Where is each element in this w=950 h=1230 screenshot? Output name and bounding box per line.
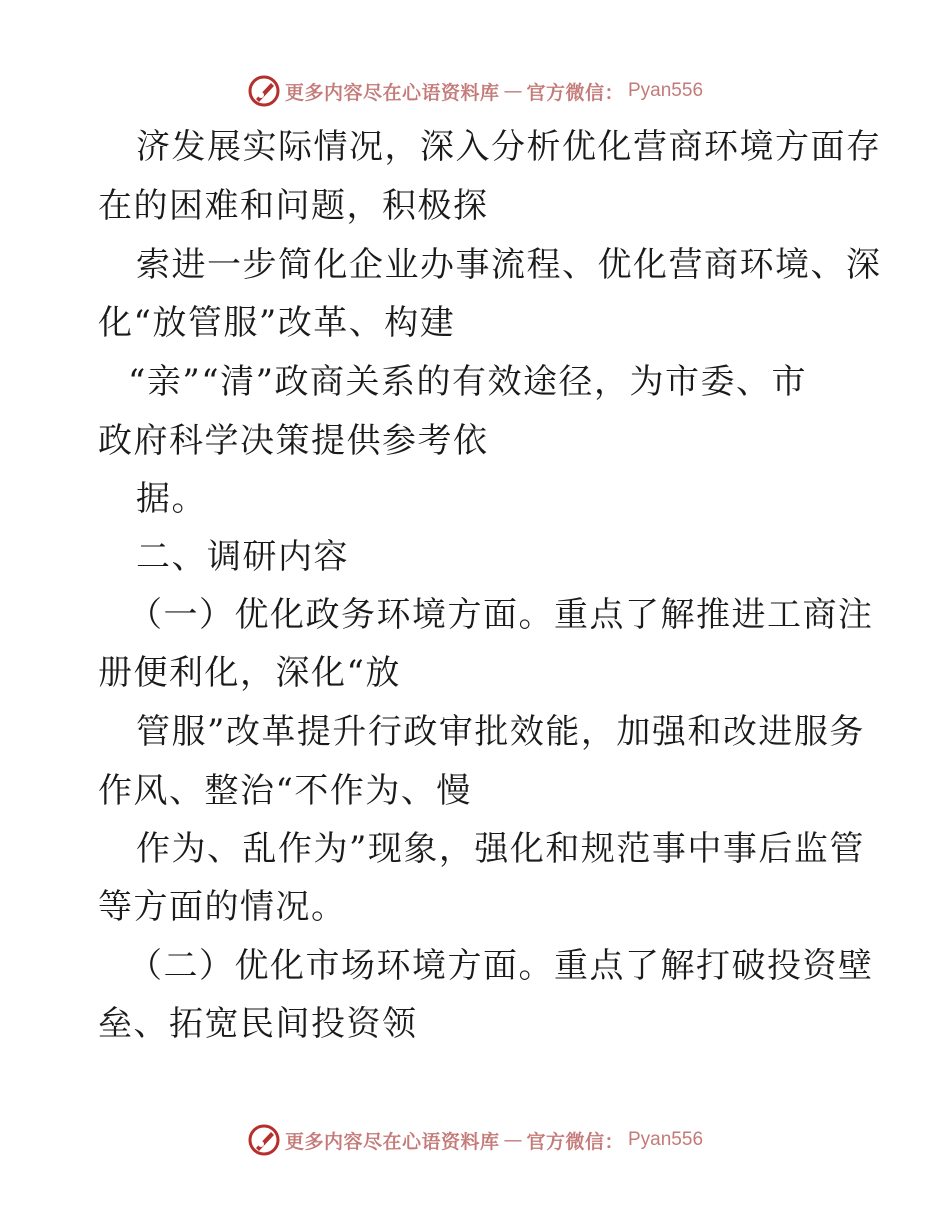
paragraph-line: 政府科学决策提供参考依 bbox=[98, 421, 489, 461]
paragraph-line: 作风、整治“不作为、慢 bbox=[98, 771, 472, 811]
watermark-separator: — bbox=[503, 80, 523, 102]
watermark-id: Pyan556 bbox=[628, 1129, 704, 1150]
paragraph-line: 索进一步简化企业办事流程、优化营商环境、深 bbox=[136, 245, 882, 285]
paragraph-line: 化“放管服”改革、构建 bbox=[98, 303, 456, 343]
paragraph-line: （二）优化市场环境方面。重点了解打破投资壁 bbox=[128, 946, 874, 986]
paragraph-line: 济发展实际情况，深入分析优化营商环境方面存 bbox=[136, 127, 882, 167]
watermark-separator: — bbox=[503, 1129, 523, 1151]
section-heading: 二、调研内容 bbox=[136, 537, 349, 577]
footer-watermark bbox=[0, 1120, 950, 1160]
watermark-text: 更多内容尽在心语资料库 bbox=[284, 1130, 500, 1153]
watermark-suffix: 官方微信： bbox=[526, 81, 624, 104]
paragraph-line: “亲”“清”政商关系的有效途径，为市委、市 bbox=[128, 362, 808, 402]
paragraph-line: 作为、乱作为”现象，强化和规范事中事后监管 bbox=[136, 829, 865, 869]
pen-logo-icon bbox=[247, 74, 281, 108]
paragraph-line: 在的困难和问题，积极探 bbox=[98, 186, 489, 226]
watermark-suffix: 官方微信： bbox=[526, 1130, 624, 1153]
watermark-id: Pyan556 bbox=[628, 80, 704, 101]
paragraph-line: 管服”改革提升行政审批效能，加强和改进服务 bbox=[136, 712, 865, 752]
paragraph-line: 垒、拓宽民间投资领 bbox=[98, 1004, 418, 1044]
paragraph-line: 等方面的情况。 bbox=[98, 887, 347, 927]
paragraph-line: 册便利化，深化“放 bbox=[98, 653, 401, 693]
paragraph-line: 据。 bbox=[136, 479, 207, 519]
paragraph-line: （一）优化政务环境方面。重点了解推进工商注 bbox=[128, 595, 874, 635]
watermark-text: 更多内容尽在心语资料库 bbox=[284, 81, 500, 104]
header-watermark bbox=[0, 71, 950, 111]
pen-logo-icon bbox=[247, 1123, 281, 1157]
